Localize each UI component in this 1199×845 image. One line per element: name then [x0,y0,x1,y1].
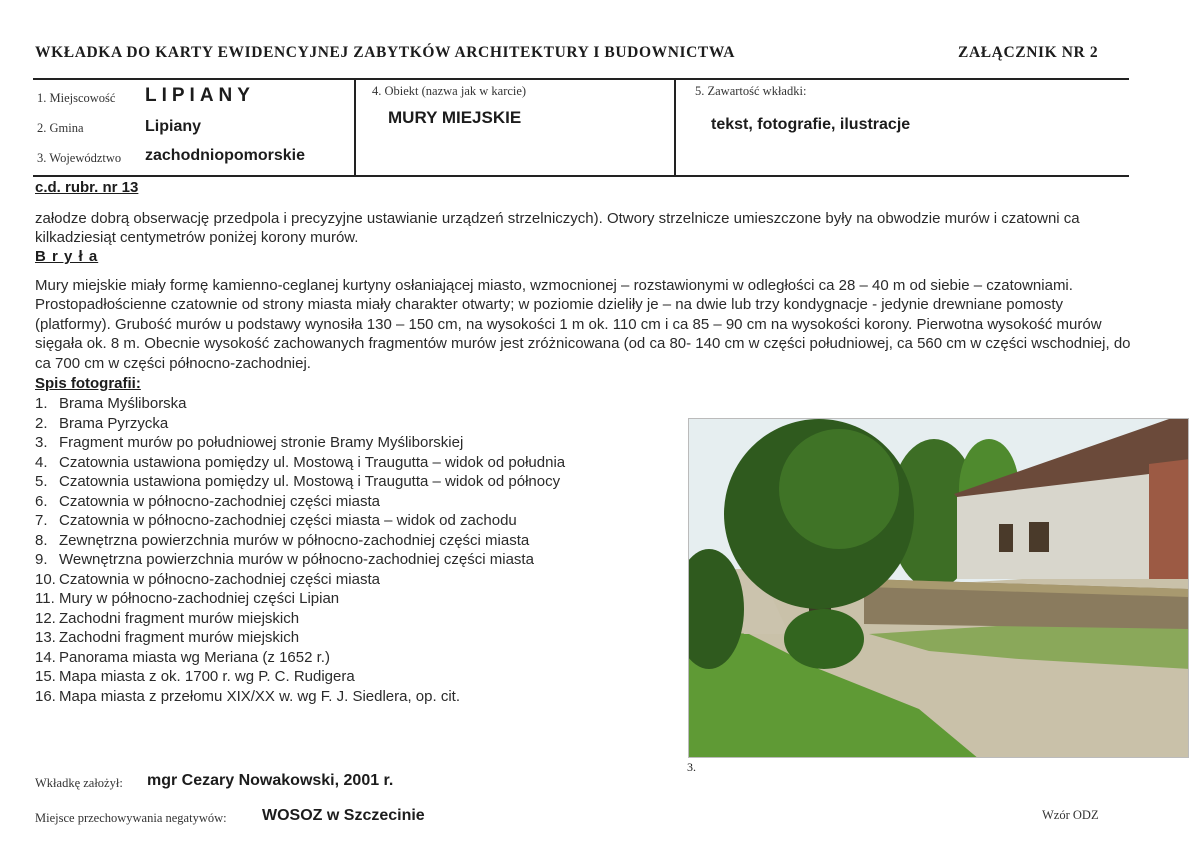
photo-list [35,394,565,706]
list-item: 9. Wewnętrzna powierzchnia murów w północno-zachodniej części miasta [35,551,534,568]
list-item: 12. Zachodni fragment murów miejskich [35,609,300,627]
list-item: 15. Mapa miasta z ok. 1700 r. wg P. C. Rudigera [35,668,355,685]
voivodeship-value: zachodniopomorskie [145,147,306,164]
list-item: 10. Czatownia w północno-zachodniej części miasta [35,570,380,588]
list-item: 6. Czatownia w północno-zachodniej części miasta [35,492,380,510]
list-item: 2. Brama Pyrzycka [35,414,169,432]
bryla-heading: B r y ł a [35,248,99,265]
list-item: 7. Czatownia w północno-zachodniej części miasta – widok od zachodu [35,512,517,529]
author-value: mgr Cezary Nowakowski, 2001 r. [147,772,394,789]
page-title: WKŁADKA DO KARTY EWIDENCYJNEJ ZABYTKÓW ARCHITEKTURY I BUDOWNICTWA [35,44,736,61]
object-value: MURY MIEJSKIE [388,108,522,127]
bryla-paragraph: Mury miejskie miały formę kamienno-ceglanej kurtyny osłaniającej miasto, wzmocnionej – rozstawionymi w odległości ca 28 – 40 m od siebie – czatowniami. Prostopadłościenne czatownie od strony miasta miały charakter otwarty; w poziomie dzieliły je – na dwie lub trzy kondygnacje - jedynie drewniane pomosty (platformy). Grubość murów u podstawy wynosiła 130 – 150 cm, na wysokości 1 m ok. 110 cm i ca 85 – 90 cm na wysokości korony. Pierwotna wysokość murów sięgała ok. 8 m. Obecnie wysokość zachowanych fragmentów murów jest zróżnicowana (od ca 80- 140 cm w części południowej, ca 560 cm w części wschodniej, do ca 700 cm w części północno-zachodniej. [35,277,1131,372]
storage-label: Miejsce przechowywania negatywów: [35,811,227,825]
tree-base-foliage [784,609,864,669]
list-item: 4. Czatownia ustawiona pomiędzy ul. Mostową i Traugutta – widok od południa [35,453,566,471]
list-item: 14. Panorama miasta wg Meriana (z 1652 r.) [35,648,330,666]
object-label: 4. Obiekt (nazwa jak w karcie) [372,84,527,98]
photo-caption: 3. [687,760,696,774]
header-rule-top [33,78,1129,80]
commune-value: Lipiany [145,118,202,135]
contents-label: 5. Zawartość wkładki: [695,84,807,98]
contents-value: tekst, fotografie, ilustracje [711,116,911,133]
field-divider-2 [674,79,676,176]
list-item: 8. Zewnętrzna powierzchnia murów w północno-zachodniej części miasta [35,531,530,549]
list-item: 13. Zachodni fragment murów miejskich [35,629,300,646]
list-item: 16. Mapa miasta z przełomu XIX/XX w. wg F. J. Siedlera, op. cit. [35,687,460,705]
photograph-scene [689,419,1189,758]
locality-label: 1. Miejscowość [37,91,116,105]
photograph [688,418,1189,758]
tree-canopy-highlight [779,429,899,549]
list-item: 11. Mury w północno-zachodniej części Lipian [35,590,340,607]
house-window [999,524,1013,552]
photos-heading: Spis fotografii: [35,375,141,392]
annex-number: ZAŁĄCZNIK NR 2 [958,44,1099,61]
author-label: Wkładkę założył: [35,776,123,790]
list-item: 3. Fragment murów po południowej stronie Bramy Myśliborskiej [35,434,464,451]
storage-value: WOSOZ w Szczecinie [262,807,425,824]
voivodeship-label: 3. Województwo [37,151,122,165]
field-divider-1 [354,79,356,176]
house-brick-wall [1149,459,1189,579]
commune-label: 2. Gmina [37,121,84,135]
list-item: 5. Czatownia ustawiona pomiędzy ul. Mostową i Traugutta – widok od północy [35,473,561,490]
template-code: Wzór ODZ [1042,808,1099,822]
locality-value: LIPIANY [145,85,255,106]
continuation-heading: c.d. rubr. nr 13 [35,179,139,196]
intro-paragraph: załodze dobrą obserwację przedpola i precyzyjne ustawianie urządzeń strzelniczych). Otwory strzelnicze umieszczone były na obwodzie murów i czatowni ca kilkadziesiąt centymetrów poniżej korony murów. [35,210,1080,247]
list-item: 1. Brama Myśliborska [35,395,187,412]
header-rule-bottom [33,175,1129,177]
house-window [1029,522,1049,552]
